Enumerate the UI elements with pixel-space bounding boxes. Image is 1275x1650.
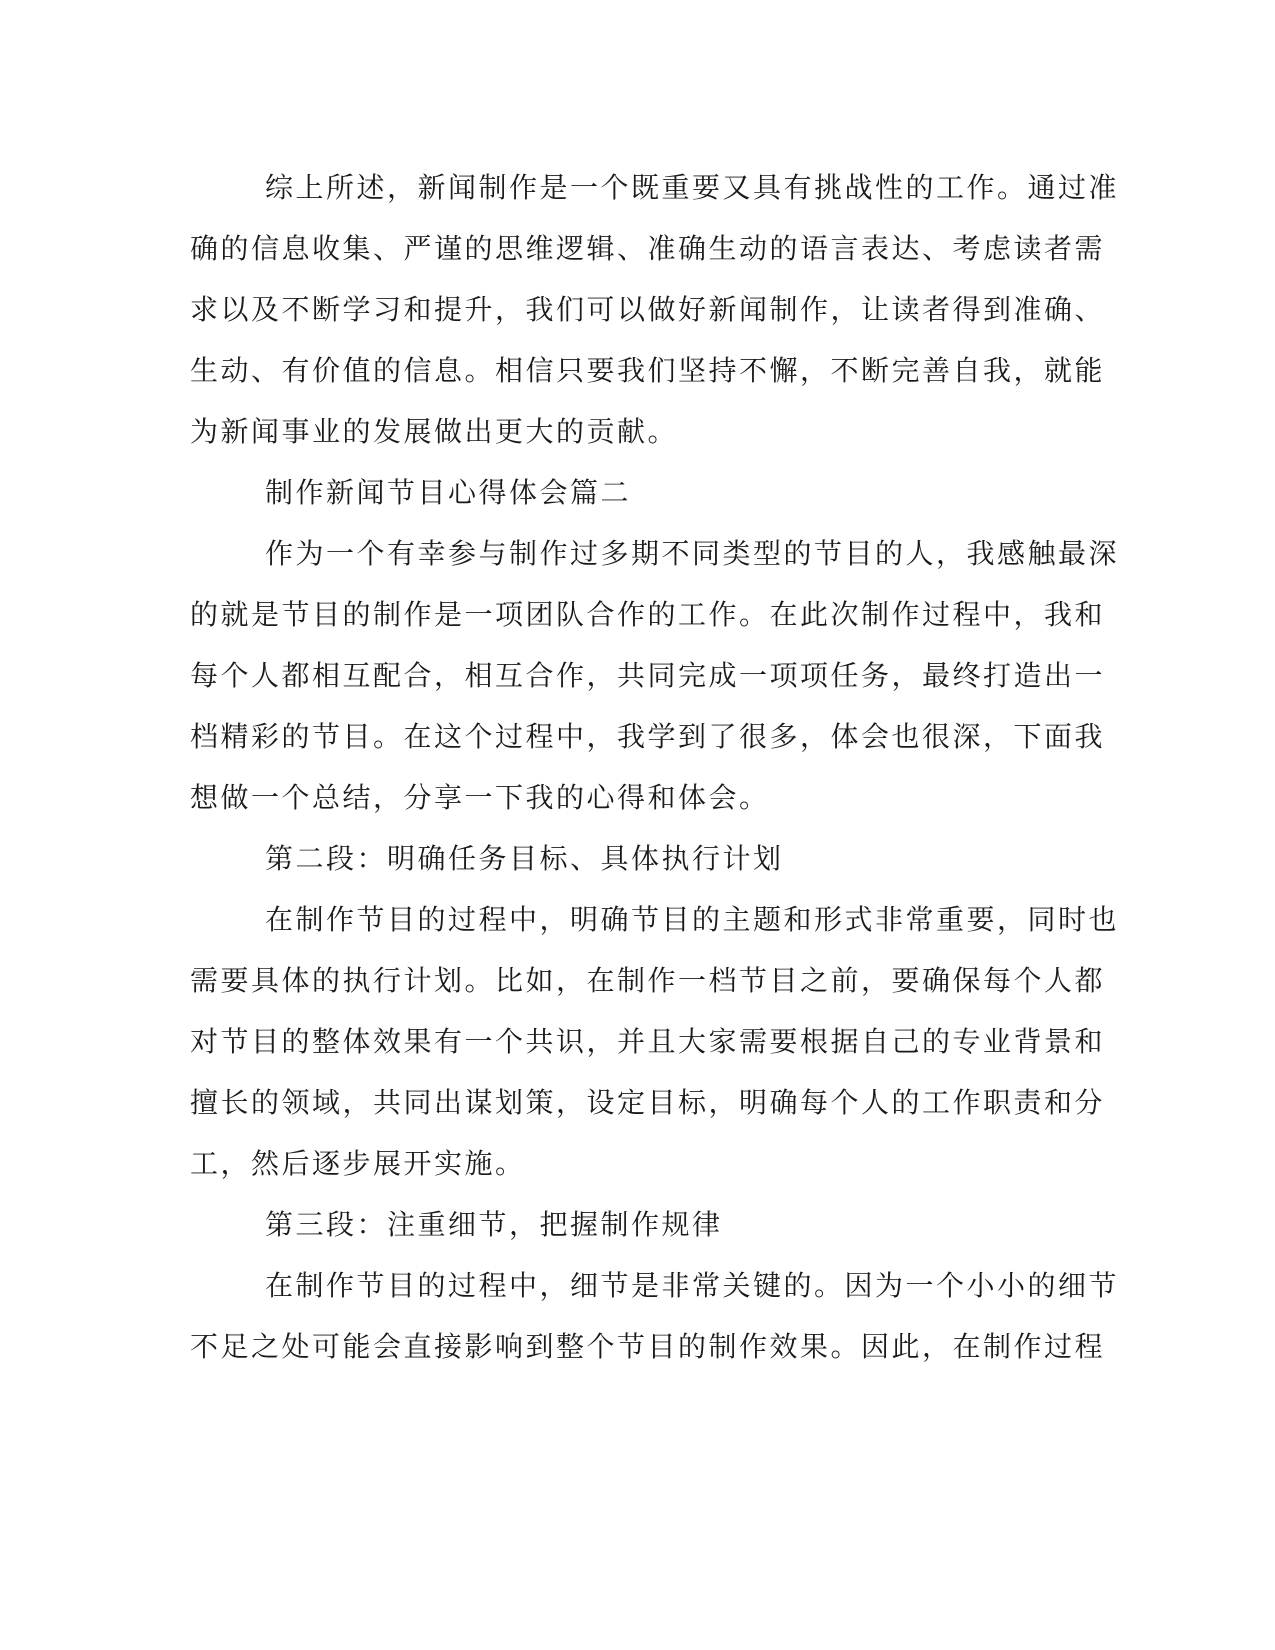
paragraph-line: 生动、有价值的信息。相信只要我们坚持不懈，不断完善自我，就能: [190, 354, 1106, 387]
paragraph-line: 作为一个有幸参与制作过多期不同类型的节目的人，我感触最深: [265, 537, 1120, 570]
paragraph-line: 不足之处可能会直接影响到整个节目的制作效果。因此，在制作过程: [190, 1330, 1106, 1363]
paragraph-line: 擅长的领域，共同出谋划策，设定目标，明确每个人的工作职责和分: [190, 1086, 1106, 1119]
paragraph-line: 的就是节目的制作是一项团队合作的工作。在此次制作过程中，我和: [190, 598, 1106, 631]
section-heading: 第三段：注重细节，把握制作规律: [265, 1208, 723, 1241]
paragraph-line: 确的信息收集、严谨的思维逻辑、准确生动的语言表达、考虑读者需: [190, 232, 1106, 265]
paragraph-line: 想做一个总结，分享一下我的心得和体会。: [190, 781, 770, 814]
section-heading: 制作新闻节目心得体会篇二: [265, 476, 632, 509]
paragraph-line: 每个人都相互配合，相互合作，共同完成一项项任务，最终打造出一: [190, 659, 1106, 692]
paragraph-line: 需要具体的执行计划。比如，在制作一档节目之前，要确保每个人都: [190, 964, 1106, 997]
paragraph-line: 在制作节目的过程中，明确节目的主题和形式非常重要，同时也: [265, 903, 1120, 936]
paragraph-line: 工，然后逐步展开实施。: [190, 1147, 526, 1180]
paragraph-line: 在制作节目的过程中，细节是非常关键的。因为一个小小的细节: [265, 1269, 1120, 1302]
paragraph-line: 为新闻事业的发展做出更大的贡献。: [190, 415, 679, 448]
paragraph-line: 档精彩的节目。在这个过程中，我学到了很多，体会也很深，下面我: [190, 720, 1106, 753]
document-body: [190, 157, 1120, 1377]
paragraph-line: 对节目的整体效果有一个共识，并且大家需要根据自己的专业背景和: [190, 1025, 1106, 1058]
paragraph-line: 求以及不断学习和提升，我们可以做好新闻制作，让读者得到准确、: [190, 293, 1106, 326]
paragraph-line: 综上所述，新闻制作是一个既重要又具有挑战性的工作。通过准: [265, 171, 1120, 204]
section-heading: 第二段：明确任务目标、具体执行计划: [265, 842, 784, 875]
